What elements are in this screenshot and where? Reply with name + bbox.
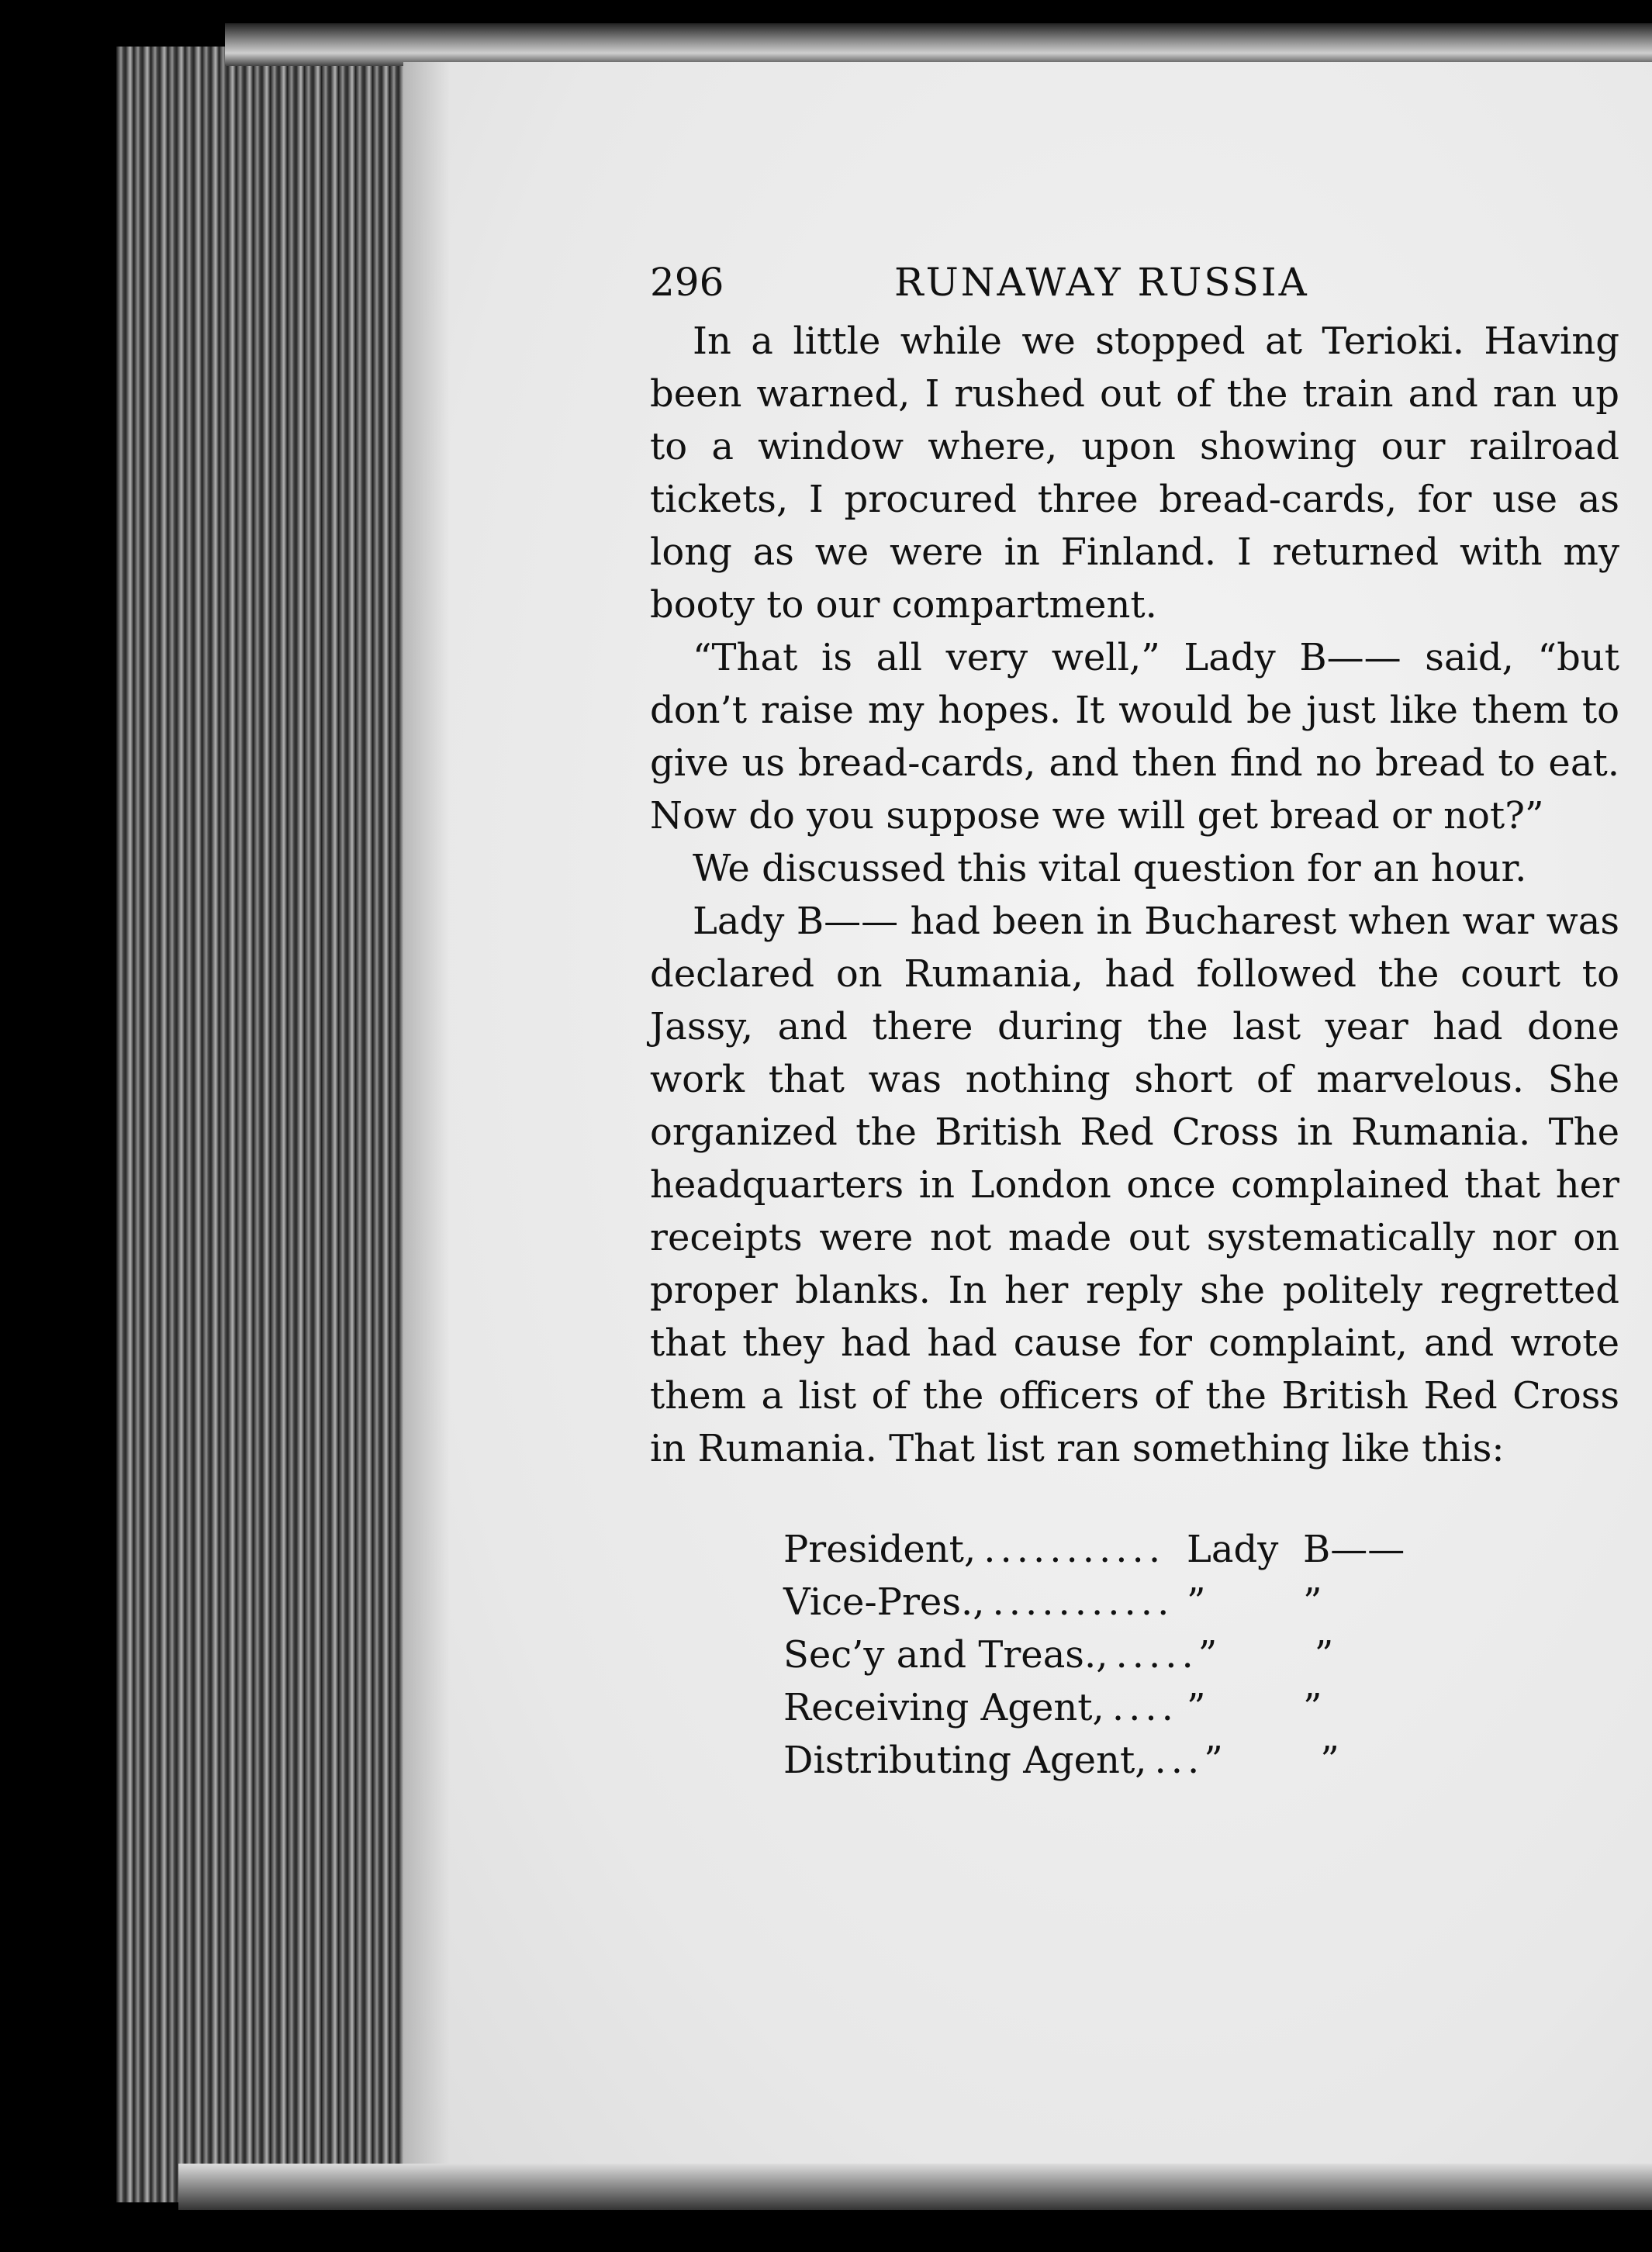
book-bottom-edge	[178, 2164, 1652, 2210]
officer-name: Lady	[1187, 1528, 1279, 1571]
book-page-edges	[116, 47, 411, 2202]
paragraph: In a little while we stopped at Terioki. Having been warned, I rushed out of the train and ran up to a window where, upon showing our railroad tickets, I procured three bread-cards, for use as long as we were in Finland. I returned with my booty to our compartment.	[650, 319, 1619, 627]
ditto-mark: ”	[1314, 1633, 1334, 1677]
ditto-mark: ”	[1204, 1739, 1223, 1782]
leader-dots: ....	[1111, 1686, 1178, 1729]
officer-role: Vice-Pres.,	[783, 1580, 985, 1624]
paragraph: “That is all very well,” Lady B—— said, “but don’t raise my hopes. It would be just like them to give us bread-cards, and then find no bread to eat. Now do you suppose we will get bread or not?”	[650, 636, 1619, 838]
officer-role: Sec’y and Treas.,	[783, 1633, 1108, 1677]
list-item	[783, 1523, 1419, 1576]
list-item	[783, 1681, 1419, 1734]
list-item	[783, 1576, 1419, 1629]
running-head	[650, 256, 1619, 315]
officers-list	[783, 1523, 1419, 1787]
ditto-mark: ”	[1187, 1580, 1206, 1624]
paragraph: We discussed this vital question for an hour.	[693, 847, 1527, 890]
list-item	[783, 1734, 1419, 1787]
book-top-edge	[225, 23, 1652, 66]
running-title: RUNAWAY RUSSIA	[894, 260, 1309, 305]
ditto-mark: ”	[1320, 1739, 1339, 1782]
list-item	[783, 1629, 1419, 1681]
ditto-mark: ”	[1187, 1686, 1206, 1729]
paragraph: Lady B—— had been in Bucharest when war was declared on Rumania, had followed the court to Jassy, and there during the last year had done work that was nothing short of marvelous. She organized the British Red Cross in Rumania. The headquarters in London once complained that her receipts were not made out systematically nor on proper blanks. In her reply she politely regretted that they had had cause for complaint, and wrote them a list of the officers of the British Red Cross in Rumania. That list ran something like this:	[650, 900, 1619, 1470]
leader-dots: ...........	[992, 1580, 1174, 1624]
officer-surname: B——	[1303, 1528, 1405, 1571]
leader-dots: ...	[1154, 1739, 1204, 1782]
officer-role: Distributing Agent,	[783, 1739, 1147, 1782]
officer-role: Receiving Agent,	[783, 1686, 1104, 1729]
ditto-mark: ”	[1303, 1580, 1322, 1624]
leader-dots: ...........	[983, 1528, 1166, 1571]
page-text	[650, 256, 1619, 1787]
leader-dots: .....	[1115, 1633, 1198, 1677]
ditto-mark: ”	[1198, 1633, 1218, 1677]
ditto-mark: ”	[1303, 1686, 1322, 1729]
gutter-shadow	[403, 62, 450, 2210]
page-number: 296	[650, 260, 724, 305]
officer-role: President,	[783, 1528, 976, 1571]
